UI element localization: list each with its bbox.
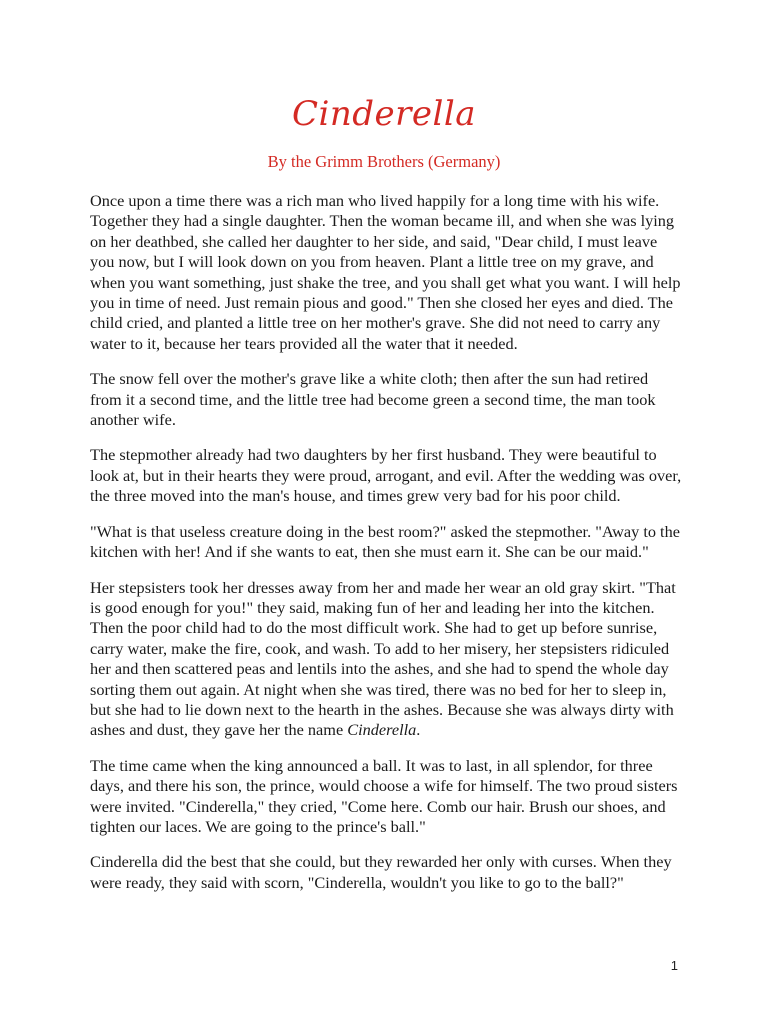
paragraph-5-text: Her stepsisters took her dresses away from her and made her wear an old gray skirt. "That is good enough for you!" they said, making fun of her and leading her into the kitchen. Then the poor child had to do the most difficult work. She had to get up before sunrise, carry water, make the fire, cook, and wash. To add to her misery, her stepsisters ridiculed her and then scattered peas and lentils into the ashes, and she had to spend the whole day sorting them out again. At night when she was tired, there was no bed for her to sleep in, but she had to lie down next to the hearth in the ashes. Because she was always dirty with ashes and dust, they gave her the name [90,577,676,740]
paragraph-7: Cinderella did the best that she could, but they rewarded her only with curses. When they were ready, they said with scorn, "Cinderella, wouldn't you like to go to the ball?" [90,852,672,892]
paragraph-4: "What is that useless creature doing in the best room?" asked the stepmother. "Away to the kitchen with her! And if she wants to eat, then she must earn it. She can be our maid." [90,521,680,562]
paragraph-5-end: . [416,720,421,740]
paragraph-1: Once upon a time there was a rich man who lived happily for a long time with his wife. Together they had a single daughter. Then the woman became ill, and when she was lying on her deathbed, she called her daughter to her side, and said, "Dear child, I must leave you now, but I will look down on you from heaven. Plant a little tree on my grave, and when you want something, just shake the tree, and you shall get what you want. I will help you in time of need. Just remain pious and good." Then she closed her eyes and died. The child cried, and planted a little tree on her mother's grave. She did not need to carry any water to it, because her tears provided all the water that it needed. [90,191,681,353]
paragraph-5-name: Cinderella [347,720,417,740]
page-number: 1 [670,958,678,973]
paragraph-5 [90,578,682,741]
page-subtitle: By the Grimm Brothers (Germany) [267,152,501,171]
story-body [90,191,682,908]
paragraph-2: The snow fell over the mother's grave like a white cloth; then after the sun had retired from it a second time, and the little tree had become green a second time, the man took another wife. [90,369,656,430]
paragraph-6: The time came when the king announced a ball. It was to last, in all splendor, for three days, and there his son, the prince, would choose a wife for himself. The two proud sisters were invited. "Cinderella," they cried, "Come here. Comb our hair. Brush our shoes, and tighten our laces. We are going to the prince's ball." [90,755,678,836]
page-title: Cinderella [291,94,477,134]
paragraph-3: The stepmother already had two daughters by her first husband. They were beautiful to look at, but in their hearts they were proud, arrogant, and evil. After the wedding was over, the three moved into the man's house, and times grew very bad for his poor child. [90,445,682,506]
